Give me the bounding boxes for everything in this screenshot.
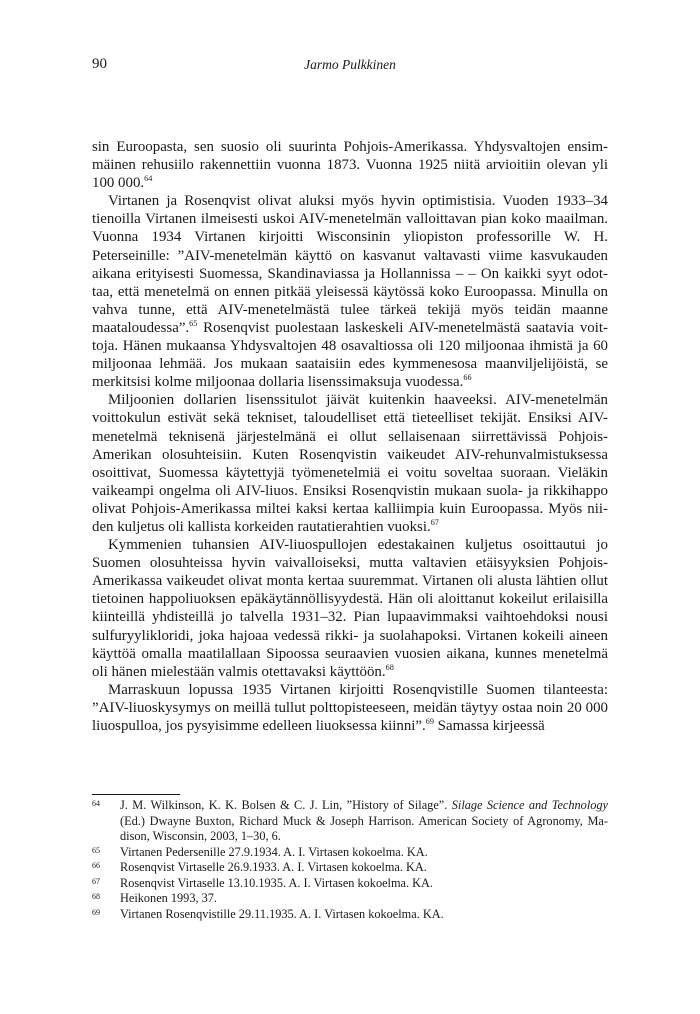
paragraph-text: Samassa kirjeessä: [433, 718, 545, 734]
note-ref[interactable]: 68: [385, 662, 394, 672]
footnote-text: Heikonen 1993, 37.: [120, 891, 217, 905]
page-header: [92, 56, 608, 76]
footnote-text: Rosenqvist Virtaselle 26.9.1933. A. I. Virtasen kokoelma. KA.: [120, 860, 427, 874]
footnote-separator: [92, 794, 180, 795]
footnote-number: 65: [92, 845, 100, 855]
note-ref[interactable]: 64: [144, 174, 153, 184]
note-ref[interactable]: 67: [430, 518, 439, 527]
paragraph: [92, 138, 608, 192]
running-head: Jarmo Pulkkinen: [304, 57, 396, 72]
footnote-text: J. M. Wilkinson, K. K. Bolsen & C. J. Lin, ”History of Silage”.: [120, 798, 452, 812]
paragraph: [92, 681, 608, 735]
footnote-number: 66: [92, 861, 100, 870]
page-number: 90: [92, 56, 107, 72]
footnotes: [92, 798, 608, 922]
paragraph-text: Marraskuun lopussa 1935 Virtanen kirjoitti Rosenqvistille Suomen tilanteesta: ”AIV-liuoskysymys on meillä tullut polttopisteeseen, meidän täytyy ostaa noin 20 000 liuospulloa, jos pysyisimme edelleen liuoksessa kiinni”.: [92, 681, 608, 734]
footnote: [92, 876, 608, 892]
footnote-number: 69: [92, 907, 100, 917]
footnote: [92, 907, 608, 923]
footnote: [92, 860, 608, 876]
footnote-number: 67: [92, 876, 100, 886]
paragraph: [92, 391, 608, 536]
note-ref[interactable]: 66: [463, 373, 472, 383]
footnote: [92, 845, 608, 861]
footnote: [92, 891, 608, 907]
footnote: [92, 798, 608, 845]
footnote-text: (Ed.) Dwayne Buxton, Richard Muck & Joseph Harrison. American Society of Agronomy, Madison, Wisconsin, 2003, 1–30, 6.: [120, 813, 608, 843]
paragraph: [92, 192, 608, 391]
footnote-text: Virtanen Rosenqvistille 29.11.1935. A. I. Virtasen kokoelma. KA.: [120, 906, 444, 921]
paragraph-text: Miljoonien dollarien lisenssitulot jäivät kuitenkin haaveeksi. AIV-menetelmän voittokulun estivät sekä tekniset, taloudelliset että tieteelliset tekijät. Ensiksi AIV-menetelmä teknisenä järjestelmänä ei ollut sellaisenaan siirrettävissä Pohjois-Amerikan olosuhteisiin. Kuten Rosenqvistin vaikeudet AIV-rehunvalmistuksessa osoittivat, Suomessa käytettyjä työmenetelmiä ei voitu soveltaa suoraan. Vieläkin vaikeampi ongelma oli AIV-liuos. Ensiksi Rosenqvistin mukaan suola- ja rikkihappo olivat Pohjois-Amerikassa miltei kaksi kertaa kalliimpia kuin Euroopassa. Myös niiden kuljetus oli kallista korkeiden rautatierahtien vuoksi.: [92, 392, 608, 535]
paragraph: [92, 536, 608, 681]
paragraph-text: sin Euroopasta, sen suosio oli suurinta Pohjois-Amerikassa. Yhdysvaltojen ensimmäinen rehusiilo rakennettiin vuonna 1873. Vuonna 1925 niitä arvioitiin olevan yli 100 000.: [92, 139, 608, 192]
paragraph-text: Virtanen ja Rosenqvist olivat aluksi myös hyvin optimistisia. Vuoden 1933–34 tienoilla Virtanen ilmeisesti uskoi AIV-menetelmän valloittavan pian koko maailman. Vuonna 1934 Virtanen kirjoitti Wisconsinin yliopiston professorille W. H. Peterseinille: ”AIV-menetelmän käyttö on kasvanut valtavasti viime kasvukauden aikana erityisesti Suomessa, Skandinaviassa ja Hollannissa – – On kaikki syyt odottaa, että menetelmä on ennen pitkää yleisessä käytössä koko Euroopassa. Minulla on vahva tunne, että AIV-menetelmästä tulee tärkeä tekijä myös teidän maanne maataloudessa”.: [92, 193, 608, 336]
paragraph-text: Kymmenien tuhansien AIV-liuospullojen edestakainen kuljetus osoittautui jo Suomen olosuhteissa hyvin vaivalloiseksi, mutta valtavien etäisyyksien Pohjois-Amerikassa vaikeudet olivat monta kertaa suuremmat. Virtanen oli alusta lähtien ollut tietoinen happoliuoksen epäkäytännöllisyydestä. Hän oli aloittanut kokeilut erilaisilla kiinteillä yhdisteillä jo talvella 1931–32. Pian lupaavimmaksi vaihtoehdoksi nousi sulfuryylikloridi, joka hajoaa vedessä rikki- ja suolahapoksi. Virtanen kokeili aineen käyttöä omalla maatilallaan Sipoossa seuraavien vuosien aikana, kunnes menetelmä oli hänen mielestään valmis otettavaksi käyttöön.: [92, 537, 608, 680]
footnote-text: Virtanen Pedersenille 27.9.1934. A. I. Virtasen kokoelma. KA.: [120, 844, 428, 859]
footnote-title: Silage Science and Technology: [451, 798, 608, 812]
body-text: [92, 138, 608, 735]
note-ref[interactable]: 69: [425, 717, 434, 727]
footnote-text: Rosenqvist Virtaselle 13.10.1935. A. I. Virtasen kokoelma. KA.: [120, 875, 433, 890]
note-ref[interactable]: 65: [189, 318, 198, 328]
footnote-number: 64: [92, 799, 100, 808]
paragraph-text: Rosenqvist puolestaan laskeskeli AIV-menetelmästä saatavia voittoja. Hänen mukaansa Yhdysvaltojen 48 osavaltiossa oli 120 miljoonaa ihmistä ja 60 miljoonaa lehmää. Jos mukaan saataisiin edes kymmenesosa maanviljelijöistä, se merkitsisi kolme miljoonaa dollaria lisenssimaksuja vuodessa.: [92, 319, 608, 391]
footnote-number: 68: [92, 892, 100, 901]
